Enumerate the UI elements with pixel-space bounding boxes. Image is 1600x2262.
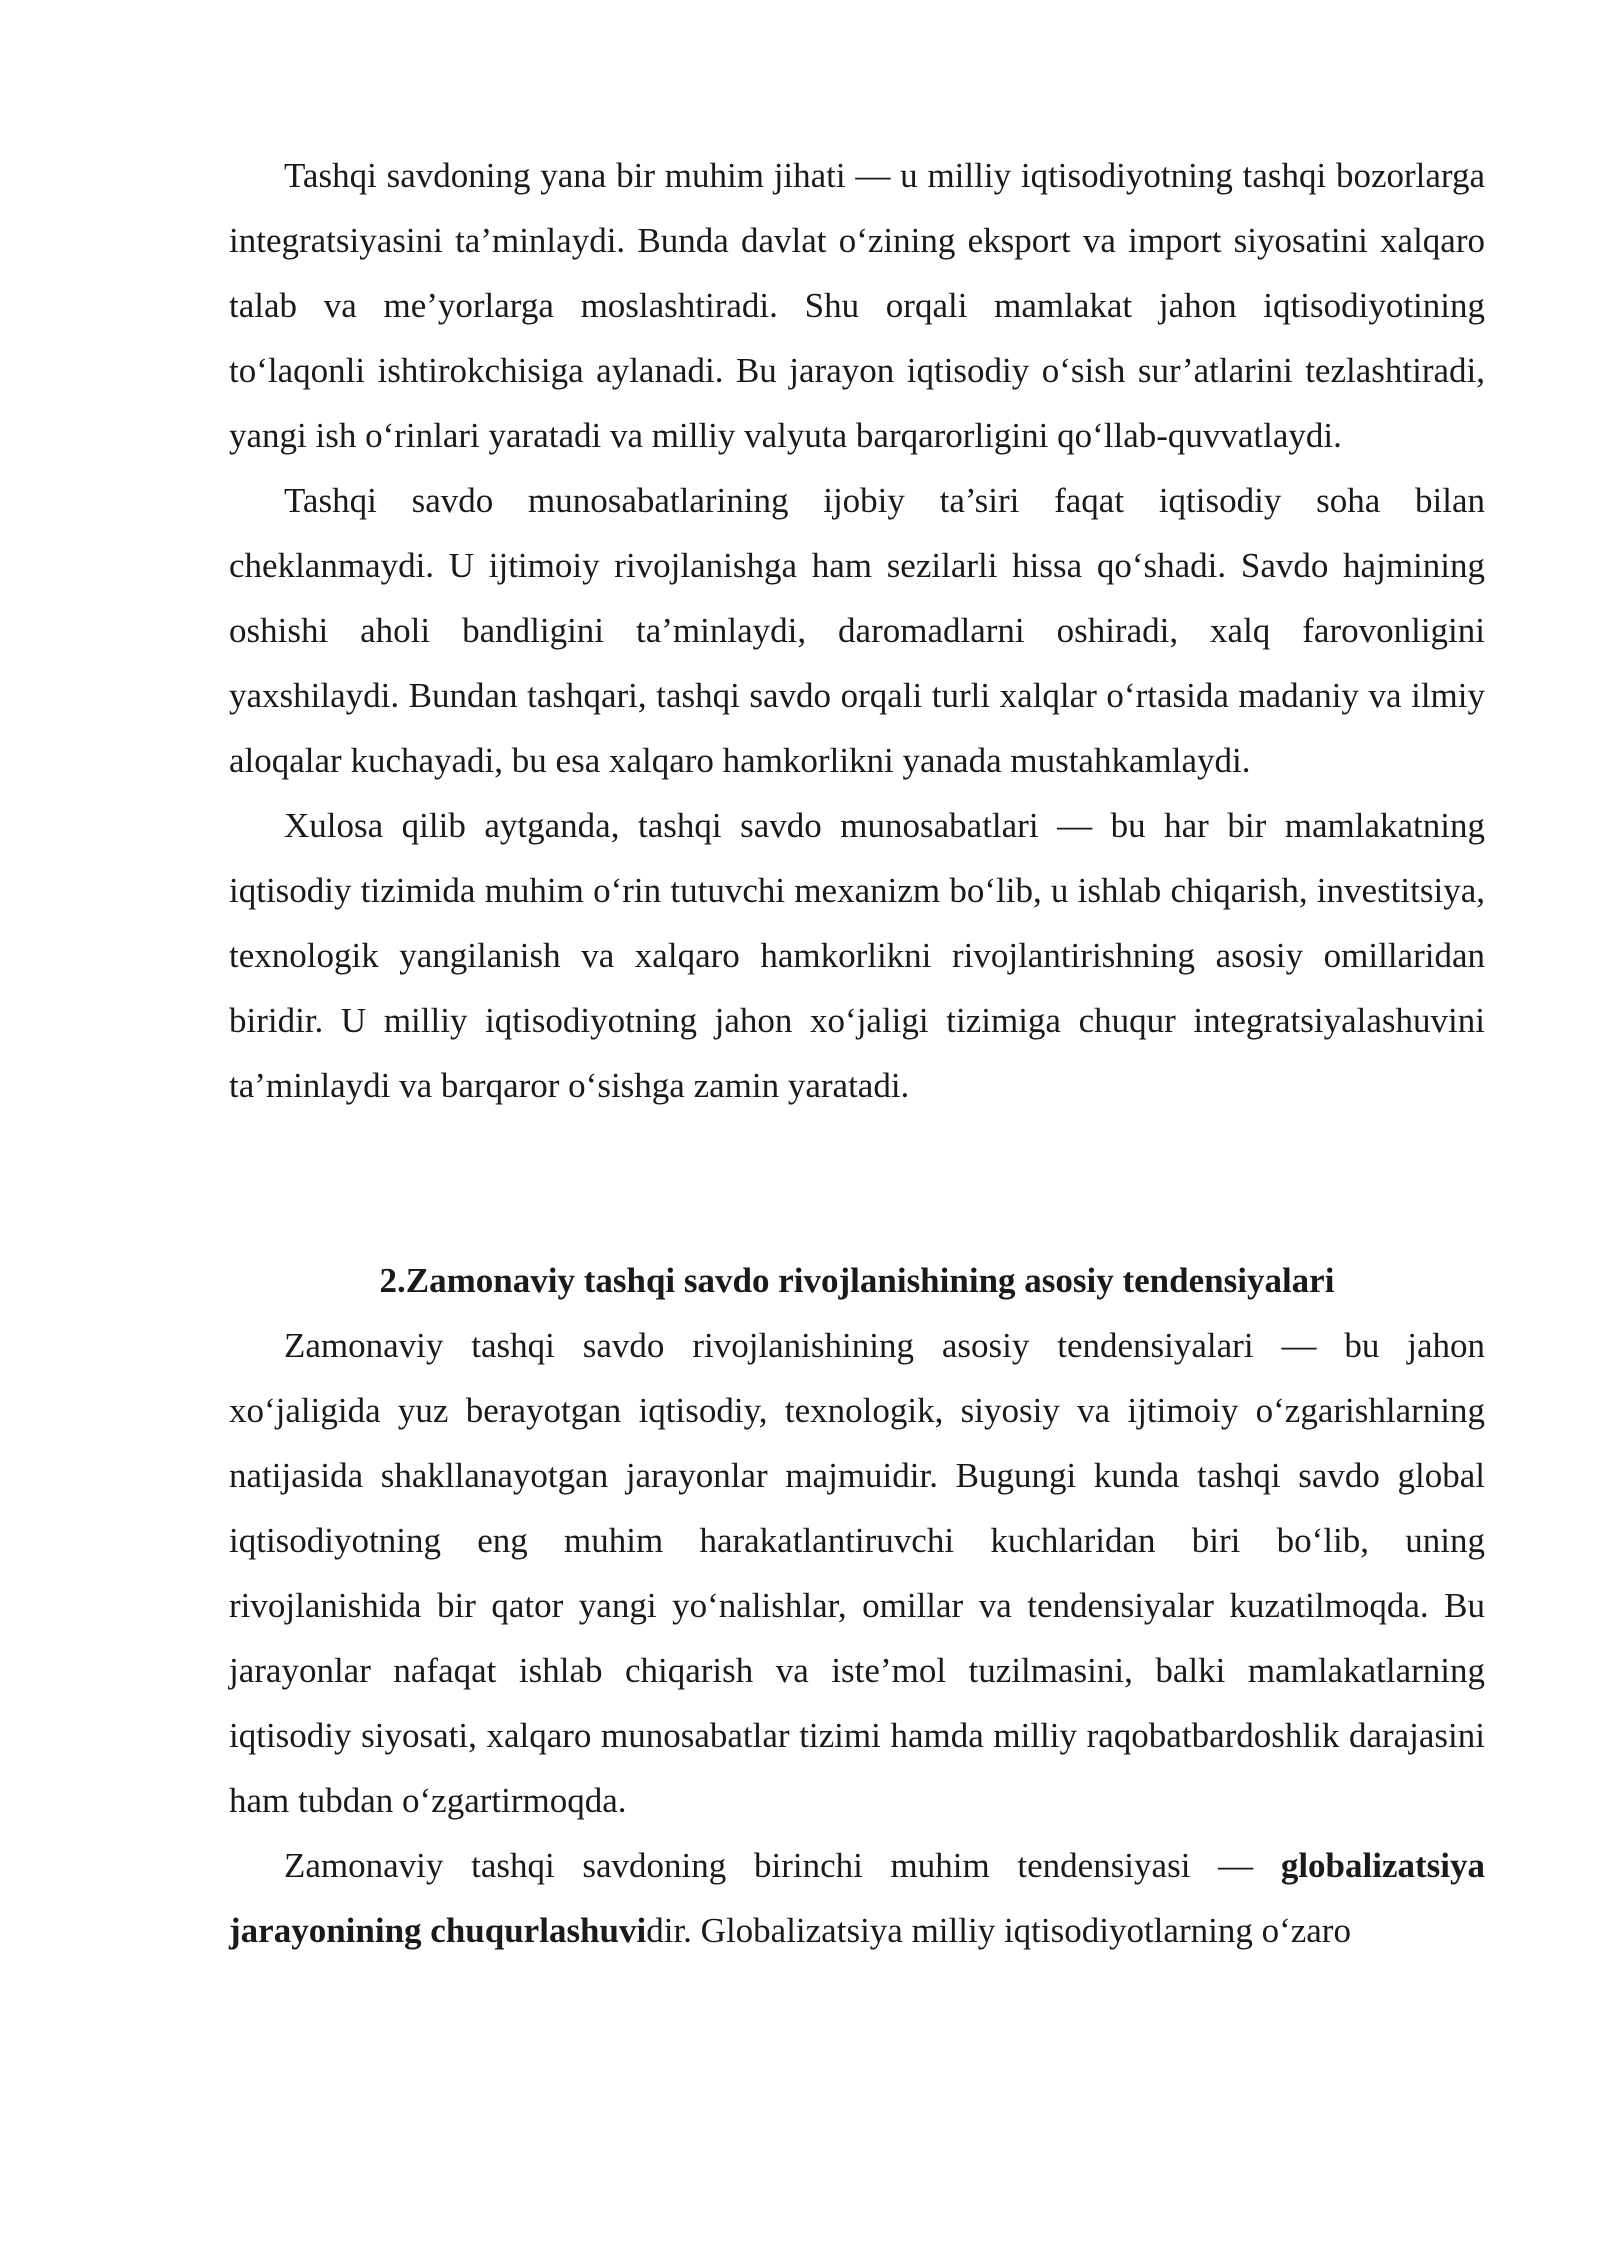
paragraph-5-bold-term: globalizatsiya jarayonining chuqurlashuvi	[229, 1846, 1485, 1950]
paragraph-3: Xulosa qilib aytganda, tashqi savdo munosabatlari — bu har bir mamlakatning iqtisodiy tizimida muhim o‘rin tutuvchi mexanizm bo‘lib, u ishlab chiqarish, investitsiya, texnologik yangilanish va xalqaro hamkorlikni rivojlantirishning asosiy omillaridan biridir. U milliy iqtisodiyotning jahon xo‘jaligi tizimiga chuqur integratsiyalashuvini ta’minlaydi va barqaror o‘sishga zamin yaratadi.	[229, 806, 1485, 1105]
paragraph-5-start: Zamonaviy tashqi savdoning birinchi muhim tendensiyasi —	[284, 1846, 1281, 1885]
document-body	[229, 143, 1485, 1963]
paragraph-5-end: dir. Globalizatsiya milliy iqtisodiyotlarning o‘zaro	[646, 1911, 1351, 1950]
paragraph-2: Tashqi savdo munosabatlarining ijobiy ta’siri faqat iqtisodiy soha bilan cheklanmaydi. U ijtimoiy rivojlanishga ham sezilarli hissa qo‘shadi. Savdo hajmining oshishi aholi bandligini ta’minlaydi, daromadlarni oshiradi, xalq farovonligini yaxshilaydi. Bundan tashqari, tashqi savdo orqali turli xalqlar o‘rtasida madaniy va ilmiy aloqalar kuchayadi, bu esa xalqaro hamkorlikni yanada mustahkamlaydi.	[229, 481, 1485, 780]
section-heading: 2.Zamonaviy tashqi savdo rivojlanishining asosiy tendensiyalari	[379, 1261, 1335, 1300]
paragraph-4: Zamonaviy tashqi savdo rivojlanishining asosiy tendensiyalari — bu jahon xo‘jaligida yuz berayotgan iqtisodiy, texnologik, siyosiy va ijtimoiy o‘zgarishlarning natijasida shakllanayotgan jarayonlar majmuidir. Bugungi kunda tashqi savdo global iqtisodiyotning eng muhim harakatlantiruvchi kuchlaridan biri bo‘lib, uning rivojlanishida bir qator yangi yo‘nalishlar, omillar va tendensiyalar kuzatilmoqda. Bu jarayonlar nafaqat ishlab chiqarish va iste’mol tuzilmasini, balki mamlakatlarning iqtisodiy siyosati, xalqaro munosabatlar tizimi hamda milliy raqobatbardoshlik darajasini ham tubdan o‘zgartirmoqda.	[229, 1326, 1485, 1820]
paragraph-5	[229, 1833, 1485, 1963]
paragraph-1: Tashqi savdoning yana bir muhim jihati — u milliy iqtisodiyotning tashqi bozorlarga integratsiyasini ta’minlaydi. Bunda davlat o‘zining eksport va import siyosatini xalqaro talab va me’yorlarga moslashtiradi. Shu orqali mamlakat jahon iqtisodiyotining to‘laqonli ishtirokchisiga aylanadi. Bu jarayon iqtisodiy o‘sish sur’atlarini tezlashtiradi, yangi ish o‘rinlari yaratadi va milliy valyuta barqarorligini qo‘llab-quvvatlaydi.	[229, 156, 1485, 455]
